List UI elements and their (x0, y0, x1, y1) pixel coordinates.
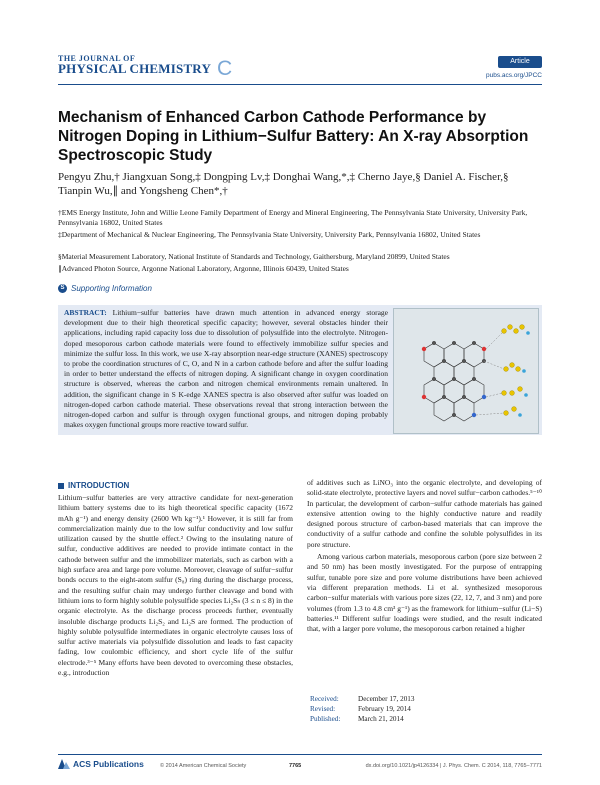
journal-name-line2: PHYSICAL CHEMISTRY (58, 61, 212, 76)
article-title: Mechanism of Enhanced Carbon Cathode Performance by Nitrogen Doping in Lithium−Sulfur Battery: An X-ray Absorption Spectroscopic Study (58, 109, 529, 164)
copyright: © 2014 American Chemical Society (160, 763, 247, 769)
supporting-info-icon: S (58, 284, 67, 293)
acs-publications-logo[interactable] (58, 759, 144, 769)
article-type-tab: Article (498, 56, 542, 68)
introduction-heading (58, 481, 129, 490)
right-paragraph-1: of additives such as LiNO₃ into the organic electrolyte, and developing of solid-state electrolyte, protective layers and novel sulfur−carbon cathodes.⁵⁻¹⁰ In particular, the development of carbon−sulfur cathode materials has gained extensive attention owing to the highly conductive nature and readily designed porous structure of carbon-based materials that can improve the conductivity of a sulfur cathode and confine the soluble polysulfides in its pore structure. (307, 478, 542, 549)
received-date-row (310, 694, 414, 704)
toc-graphic (393, 308, 539, 434)
graphene-sulfur-illustration (394, 309, 538, 433)
published-date: March 21, 2014 (358, 715, 404, 723)
affiliation-4: ∥Advanced Photon Source, Argonne National Laboratory, Argonne, Illinois 60439, United States (58, 264, 349, 273)
publication-dates (310, 694, 414, 724)
section-bullet-icon (58, 483, 64, 489)
revised-date-row (310, 704, 414, 714)
abstract-text: Lithium−sulfur batteries have drawn much attention in advanced energy storage development due to their high theoretical specific capacity; however, several obstacles hinder their applications, including rapid capacity loss due to dissolution of polysulfide into the electrolyte. Nitrogen-doped mesoporous carbon cathode materials were found to effectively immobilize sulfur species and minimize the sulfur loss. In this work, we use X-ray absorption near-edge structure (XANES) spectroscopy to probe the coordination structures of C, O, and N in a carbon cathode before and after the sulfur loading in order to better understand the effects of nitrogen doping. A significant change in oxygen coordination structure is observed, whereas the carbon and nitrogen chemical environments remain unaltered. In addition, the significant change in S K-edge XANES spectra is also observed after sulfur was loaded on nitrogen-doped carbon cathode material. These observations reveal that strong interaction between the nitrogen-doped carbon and sulfur is through oxygen functional groups, and nitrogen doping probably makes oxygen functional groups more reactive toward sulfur. (64, 308, 389, 430)
affiliation-1: †EMS Energy Institute, John and Willie Leone Family Department of Energy and Mineral Engineering, The Pennsylvania State University, University Park, Pennsylvania 16802, United States (58, 208, 528, 227)
lithium-ion-atoms (518, 331, 530, 417)
right-column (307, 478, 542, 636)
doi-citation[interactable]: dx.doi.org/10.1021/jp4126334 | J. Phys. Chem. C 2014, 118, 7765−7771 (365, 763, 542, 769)
published-label: Published: (310, 715, 341, 723)
affiliation-2: ‡Department of Mechanical & Nuclear Engineering, The Pennsylvania State University, University Park, Pennsylvania 16802, United States (58, 230, 481, 239)
received-date: December 17, 2013 (358, 695, 415, 703)
journal-name-line1: THE JOURNAL OF (58, 54, 136, 63)
footer-rule (58, 754, 542, 755)
acs-logo-icon (58, 759, 70, 769)
header-rule (58, 84, 542, 85)
acs-publications-label: ACS Publications (73, 759, 144, 769)
journal-section-letter: C (217, 57, 233, 80)
abstract (64, 308, 388, 430)
abstract-label: ABSTRACT: (64, 308, 107, 317)
supporting-info-link[interactable] (58, 284, 152, 293)
affiliation-3: §Material Measurement Laboratory, National Institute of Standards and Technology, Gaithersburg, Maryland 20899, United States (58, 252, 450, 261)
page-number: 7765 (289, 763, 302, 769)
bond-dashes (476, 333, 504, 415)
published-date-row (310, 714, 414, 724)
received-label: Received: (310, 695, 339, 703)
supporting-info-label: Supporting Information (71, 284, 152, 293)
right-paragraph-2: Among various carbon materials, mesoporous carbon (pore size between 2 and 50 nm) has been mostly investigated. For the purpose of entrapping sulfur, tunable pore size and pore volume distributions have been achieved via different preparation methods. Li et al. synthesized mesoporous carbon−sulfur materials with various pore sizes (22, 12, 7, and 3 nm) and pore volumes (from 1.3 to 4.8 cm³ g⁻¹) as the framework for lithium−sulfur (Li−S) batteries.¹¹ Different sulfur loadings were studied, and the result indicated that, with a larger pore volume, the mesoporous carbon retained a higher (307, 552, 543, 634)
left-paragraph-1: Lithium−sulfur batteries are very attractive candidate for next-generation lithium battery systems due to its high theoretical specific capacity (1672 mAh g⁻¹) and energy density (2600 Wh kg⁻¹).¹ However, it is still far from commercialization mainly due to the low sulfur conductivity and low sulfur utilization caused by the shuttle effect.² Owing to the insulating nature of sulfur, conductive additives are needed to provide intimate contact in the cathode between sulfur and the immobilizer materials, such as carbon with a high surface area and large pore volume. Moreover, cleavage of sulfur−sulfur bonds occurs to the eight-atom sulfur (S₈) ring during the discharge process, and the resulting sulfur chain may undergo further cleavage and bond with lithium ions to form highly soluble polysulfide species Li₂Sₙ (3 ≤ n ≤ 8) in the organic electrolyte. As the discharge process proceeds further, eventually insoluble discharge products Li₂S₂ and Li₂S are formed. The production of highly soluble polysulfide intermediates in organic electrolyte causes loss of sulfur active materials via polysulfide dissolution and leads to fast capacity fading, low coulombic efficiency, and short cycle life of the sulfur electrode.³⁻⁵ Many efforts have been devoted to overcoming these obstacles, e.g., introduction (58, 493, 293, 678)
journal-url[interactable]: pubs.acs.org/JPCC (486, 72, 542, 79)
sulfur-chain-atoms (502, 325, 525, 416)
introduction-heading-label: INTRODUCTION (68, 481, 130, 490)
revised-label: Revised: (310, 705, 336, 713)
carbon-sheet-lattice (424, 341, 486, 421)
author-list: Pengyu Zhu,† Jiangxuan Song,‡ Dongping Lv,‡ Donghai Wang,*,‡ Cherno Jaye,§ Daniel A. Fischer,§ Tianpin Wu,∥ and Yongsheng Chen*,† (58, 171, 509, 197)
revised-date: February 19, 2014 (358, 705, 411, 713)
left-column (58, 493, 293, 680)
